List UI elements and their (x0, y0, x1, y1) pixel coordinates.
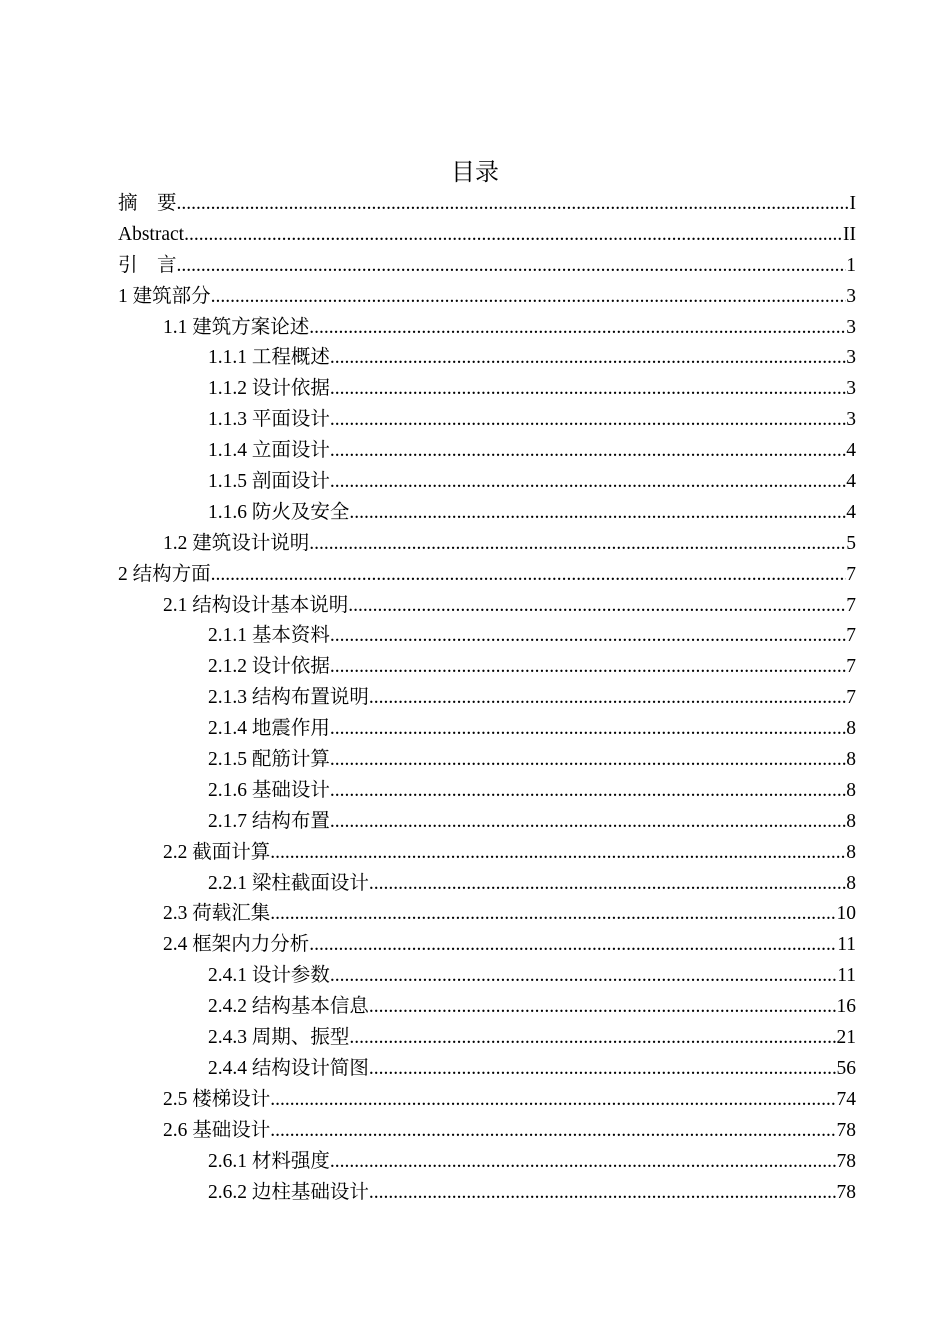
toc-entry[interactable] (118, 838, 856, 869)
toc-entry-label: 2.6.1 材料强度 (208, 1150, 330, 1172)
toc-leader-dots (211, 282, 847, 313)
toc-entry-label: 1.1.1 工程概述 (208, 347, 330, 369)
toc-leader-dots (330, 374, 846, 405)
toc-leader-dots (330, 807, 846, 838)
toc-leader-dots (369, 1054, 837, 1085)
toc-entry[interactable] (118, 745, 856, 776)
toc-entry-label: 摘 要 (118, 193, 177, 214)
toc-entry-page-number: 8 (846, 841, 856, 863)
toc-entry-label: 1.1.2 设计依据 (208, 378, 330, 400)
toc-entry-page-number: 1 (846, 254, 856, 276)
toc-entry-page-number: 74 (836, 1088, 856, 1110)
toc-entry[interactable] (118, 869, 856, 900)
toc-entry[interactable] (118, 1023, 856, 1054)
toc-entry[interactable] (118, 591, 856, 622)
toc-entry-label: 1.1.4 立面设计 (208, 440, 330, 462)
toc-leader-dots (177, 251, 847, 282)
toc-entry-page-number: 21 (836, 1027, 856, 1049)
toc-entry-page-number: 56 (836, 1057, 856, 1079)
toc-leader-dots (330, 467, 846, 498)
toc-entry-page-number: 7 (846, 594, 856, 616)
toc-entry[interactable] (118, 899, 856, 930)
toc-entry-page-number: 4 (846, 501, 856, 523)
toc-entry-label: 2.1.5 配筋计算 (208, 749, 330, 771)
toc-entry[interactable] (118, 529, 856, 560)
toc-entry[interactable] (118, 992, 856, 1023)
toc-entry-label: 2.4.2 结构基本信息 (208, 996, 369, 1018)
toc-entry-label: 1.1.5 剖面设计 (208, 471, 330, 493)
toc-entry-label: 1.1 建筑方案论述 (163, 316, 310, 338)
toc-entry[interactable] (118, 1116, 856, 1147)
toc-entry-label: 2.4.1 设计参数 (208, 965, 330, 987)
toc-entry-label: 2.1.2 设计依据 (208, 656, 330, 678)
toc-entry-label: 2.1.1 基本资料 (208, 625, 330, 647)
toc-entry-page-number: 5 (846, 532, 856, 554)
toc-entry[interactable] (118, 1147, 856, 1178)
toc-entry-page-number: 3 (846, 378, 856, 400)
toc-entry[interactable] (118, 930, 856, 961)
toc-entry-label: 2.2.1 梁柱截面设计 (208, 872, 369, 894)
toc-entry-page-number: 16 (836, 996, 856, 1018)
toc-entry[interactable] (118, 251, 856, 282)
toc-leader-dots (369, 869, 846, 900)
toc-entry-label: 2.2 截面计算 (163, 841, 271, 863)
toc-entry-label: 2.6.2 边柱基础设计 (208, 1181, 369, 1203)
toc-leader-dots (330, 343, 846, 374)
toc-leader-dots (369, 992, 837, 1023)
toc-entry[interactable] (118, 374, 856, 405)
toc-entry-page-number: II (843, 223, 856, 245)
toc-entry[interactable] (118, 1054, 856, 1085)
toc-leader-dots (309, 313, 846, 344)
toc-entry-page-number: 8 (846, 749, 856, 771)
toc-leader-dots (309, 529, 846, 560)
toc-leader-dots (330, 652, 846, 683)
toc-leader-dots (330, 714, 846, 745)
toc-leader-dots (309, 930, 837, 961)
toc-entry-page-number: 3 (846, 409, 856, 431)
toc-entry-page-number: 11 (837, 934, 856, 956)
toc-leader-dots (270, 899, 836, 930)
toc-leader-dots (270, 838, 846, 869)
toc-leader-dots (330, 1147, 837, 1178)
toc-leader-dots (330, 961, 837, 992)
toc-entry[interactable] (118, 343, 856, 374)
toc-entry[interactable] (118, 313, 856, 344)
toc-entry-label: 2.4.3 周期、振型 (208, 1027, 350, 1049)
toc-entry-page-number: 8 (846, 779, 856, 801)
toc-entry-label: 2.4 框架内力分析 (163, 934, 310, 956)
toc-leader-dots (369, 683, 846, 714)
toc-leader-dots (270, 1085, 836, 1116)
toc-title: 目录 (451, 158, 499, 186)
toc-entry-page-number: I (849, 193, 856, 214)
toc-entry-label: 1 建筑部分 (118, 285, 211, 307)
toc-entry-page-number: 7 (846, 687, 856, 709)
toc-entry-page-number: 11 (837, 965, 856, 987)
toc-entry-label: 2.1 结构设计基本说明 (163, 594, 349, 616)
toc-entry-page-number: 10 (836, 903, 856, 925)
toc-entry[interactable] (118, 714, 856, 745)
toc-leader-dots (270, 1116, 836, 1147)
toc-entry-page-number: 78 (836, 1119, 856, 1141)
toc-entry-page-number: 78 (836, 1150, 856, 1172)
toc-entry[interactable] (118, 621, 856, 652)
toc-entry-label: 2.6 基础设计 (163, 1119, 271, 1141)
toc-entry-page-number: 3 (846, 347, 856, 369)
toc-entry-page-number: 7 (846, 625, 856, 647)
toc-leader-dots (369, 1178, 837, 1209)
toc-leader-dots (330, 621, 846, 652)
toc-entry-page-number: 7 (846, 563, 856, 585)
toc-entry[interactable] (118, 282, 856, 313)
toc-entry-label: 2.5 楼梯设计 (163, 1088, 271, 1110)
toc-entry-page-number: 4 (846, 471, 856, 493)
toc-leader-dots (349, 1023, 836, 1054)
toc-leader-dots (349, 498, 846, 529)
toc-entry-label: 2.1.7 结构布置 (208, 810, 330, 832)
toc-entry-label: 2.1.3 结构布置说明 (208, 687, 369, 709)
toc-entry-label: 2.1.6 基础设计 (208, 779, 330, 801)
toc-entry-label: Abstract (118, 223, 185, 245)
toc-entry[interactable] (118, 405, 856, 436)
toc-entry[interactable] (118, 189, 856, 220)
toc-entry-page-number: 7 (846, 656, 856, 678)
toc-entry-page-number: 3 (846, 316, 856, 338)
toc-entry[interactable] (118, 652, 856, 683)
toc-entry-label: 1.1.3 平面设计 (208, 409, 330, 431)
toc-entry-page-number: 3 (846, 285, 856, 307)
toc-entry[interactable] (118, 498, 856, 529)
toc-leader-dots (184, 220, 843, 251)
toc-entry[interactable] (118, 467, 856, 498)
table-of-contents (118, 189, 856, 1208)
toc-entry-page-number: 8 (846, 872, 856, 894)
toc-entry-label: 2.1.4 地震作用 (208, 718, 330, 740)
toc-entry[interactable] (118, 1178, 856, 1209)
toc-leader-dots (348, 591, 846, 622)
toc-entry[interactable] (118, 807, 856, 838)
toc-leader-dots (211, 560, 847, 591)
toc-leader-dots (330, 776, 846, 807)
toc-entry[interactable] (118, 776, 856, 807)
toc-entry-page-number: 78 (836, 1181, 856, 1203)
toc-entry-page-number: 8 (846, 810, 856, 832)
toc-entry[interactable] (118, 436, 856, 467)
toc-leader-dots (330, 436, 846, 467)
toc-entry-label: 引 言 (118, 254, 177, 276)
toc-entry-label: 2 结构方面 (118, 563, 211, 585)
toc-entry-label: 2.4.4 结构设计简图 (208, 1057, 369, 1079)
toc-entry-page-number: 4 (846, 440, 856, 462)
toc-leader-dots (330, 745, 846, 776)
toc-entry[interactable] (118, 1085, 856, 1116)
toc-entry[interactable] (118, 220, 856, 251)
toc-entry-label: 2.3 荷载汇集 (163, 903, 271, 925)
toc-entry[interactable] (118, 683, 856, 714)
toc-entry[interactable] (118, 961, 856, 992)
toc-entry-label: 1.2 建筑设计说明 (163, 532, 310, 554)
toc-entry-label: 1.1.6 防火及安全 (208, 501, 350, 523)
toc-leader-dots (330, 405, 846, 436)
toc-entry[interactable] (118, 560, 856, 591)
toc-entry-page-number: 8 (846, 718, 856, 740)
toc-leader-dots (177, 189, 850, 220)
